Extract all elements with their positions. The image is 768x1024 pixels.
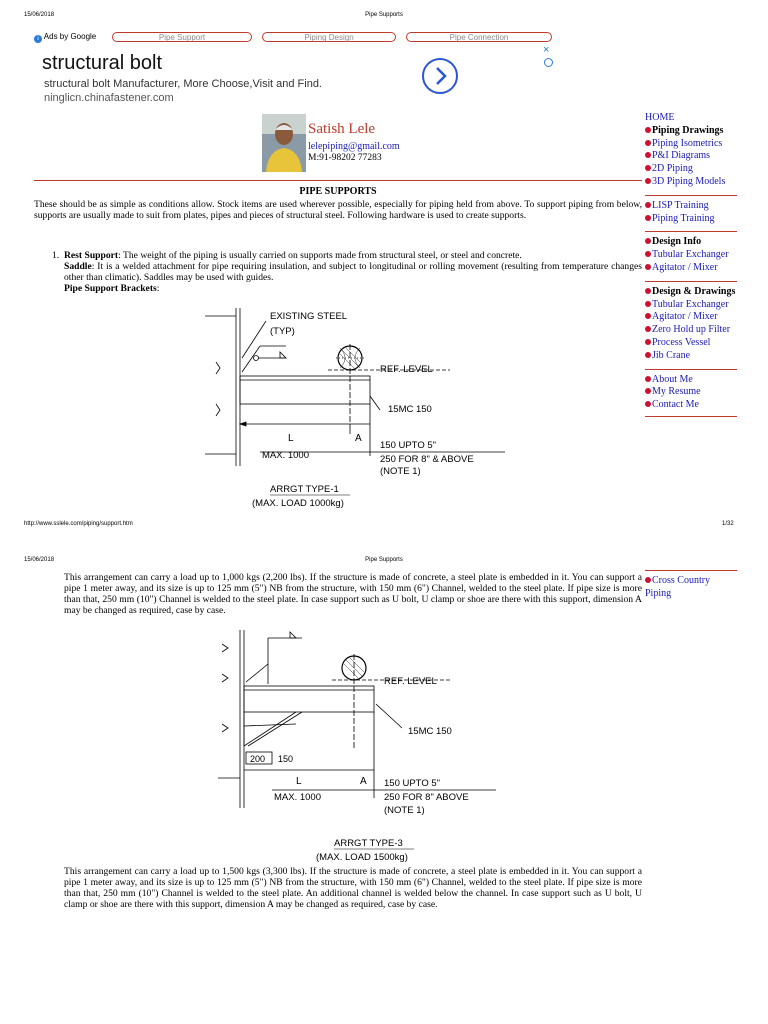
nav-contact-me[interactable]: Contact Me: [652, 399, 699, 411]
nav-divider: [645, 416, 737, 417]
page1-header-title: Pipe Supports: [365, 12, 403, 18]
nav-pid-diagrams[interactable]: P&I Diagrams: [652, 150, 711, 162]
saddle-label: Saddle: [64, 261, 92, 272]
type3-description: This arrangement can carry a load up to 1,500 kgs (3,300 lbs). If the structure is made of concrete, a steel plate is embedded in it. You can support a pipe 1 meter away, and its size is up to 125 mm (5") NB from the structure, with 150 mm (6") Channel, welded to the steel plate. If pipe size is more than that, 250 mm (10") Channel is welded to the steel plate. An additional channel is welded below the channel. In case support such as U bolt, U clamp or shoe are there with this support, dimension A may be changed as required, case by case.: [64, 866, 642, 910]
bullet-icon: [645, 401, 651, 407]
label-dim-l-2: L: [296, 776, 302, 787]
ad-description: structural bolt Manufacturer, More Choose,Visit and Find.: [44, 78, 322, 90]
ad-pill-piping-design[interactable]: Piping Design: [262, 32, 396, 42]
caption-max-load-1000: (MAX. LOAD 1000kg): [252, 498, 344, 509]
type1-description: This arrangement can carry a load up to 1,000 kgs (2,200 lbs). If the structure is made of concrete, a steel plate is embedded in it. You can support a pipe 1 meter away, and its size is up to 125 mm (5") NB from the structure, with 150 mm (6") Channel, welded to the steel plate. If pipe size is more than that, 250 mm (10") Channel is welded to the steel plate. In case support such as U bolt, U clamp or shoe are there with this support, dimension A may be changed as required, case by case.: [64, 572, 642, 616]
arrgt-type-3-drawing: [216, 628, 506, 864]
info-icon: i: [34, 35, 42, 43]
bullet-icon: [645, 301, 651, 307]
author-name: Satish Lele: [308, 121, 376, 137]
bullet-icon: [645, 140, 651, 146]
nav-divider: [645, 195, 737, 196]
nav-my-resume[interactable]: My Resume: [652, 386, 701, 398]
author-email[interactable]: lelepiping@gmail.com: [308, 141, 400, 152]
bullet-icon: [645, 215, 651, 221]
page1-footer-page: 1/32: [722, 521, 734, 527]
ad-pill-pipe-support[interactable]: Pipe Support: [112, 32, 252, 42]
nav-zero-hold-filter[interactable]: Zero Hold up Filter: [652, 324, 731, 336]
label-ref-level: REF. LEVEL: [380, 364, 433, 375]
nav-tubular-exchanger[interactable]: Tubular Exchanger: [652, 249, 729, 261]
caption-arrgt-type-1: ARRGT TYPE-1: [270, 484, 339, 495]
ad-arrow-button[interactable]: [422, 58, 458, 94]
label-150: 150: [278, 754, 294, 764]
page1-footer-url[interactable]: http://www.sslele.com/piping/support.htm: [24, 521, 133, 527]
nav-design-info[interactable]: Design Info: [652, 236, 702, 248]
label-max-1000-2: MAX. 1000: [274, 792, 321, 803]
ad-close-icon[interactable]: ×: [543, 44, 550, 56]
bullet-icon: [645, 577, 651, 583]
nav-agitator-mixer[interactable]: Agitator / Mixer: [652, 261, 718, 273]
bullet-icon: [645, 251, 651, 257]
content-divider: [34, 180, 642, 181]
nav-cross-country-piping[interactable]: Cross Country Piping: [645, 575, 711, 599]
label-dim-a-2: A: [360, 776, 367, 787]
ad-domain[interactable]: ninglicn.chinafastener.com: [44, 92, 174, 104]
bullet-icon: [645, 352, 651, 358]
label-typ: (TYP): [270, 326, 295, 337]
ads-by-google[interactable]: i Ads by Google: [34, 32, 96, 43]
label-upto-5-2: 150 UPTO 5": [384, 778, 441, 789]
nav-piping-isometrics[interactable]: Piping Isometrics: [652, 137, 723, 149]
bullet-icon: [645, 238, 651, 244]
nav-divider: [645, 369, 737, 370]
bullet-icon: [645, 152, 651, 158]
ad-pill-pipe-connection[interactable]: Pipe Connection: [406, 32, 552, 42]
ad-choices-icon[interactable]: [544, 58, 553, 67]
label-max-1000: MAX. 1000: [262, 450, 309, 461]
saddle-text: : It is a welded attachment for pipe requiring insulation, and subject to longitudinal or rolling movement (resulting from temperature changes other than climatic). Saddles may be used with guides.: [64, 261, 642, 283]
label-8-above: 250 FOR 8" & ABOVE: [380, 454, 474, 465]
bullet-icon: [645, 127, 651, 133]
rest-support-text: : The weight of the piping is usually carried on supports made from structural steel, or steel and concrete.: [118, 250, 522, 261]
list-number: 1.: [52, 250, 60, 261]
nav-divider: [645, 281, 737, 282]
label-note-1: (NOTE 1): [380, 466, 421, 477]
sidebar-nav: [645, 112, 737, 417]
nav-2d-piping[interactable]: 2D Piping: [652, 163, 693, 175]
nav-dd-agitator-mixer[interactable]: Agitator / Mixer: [652, 311, 718, 323]
nav-dd-tubular-exchanger[interactable]: Tubular Exchanger: [652, 298, 729, 310]
nav-piping-training[interactable]: Piping Training: [652, 212, 715, 224]
ad-title[interactable]: structural bolt: [42, 52, 163, 74]
bullet-icon: [645, 288, 651, 294]
nav-lisp-training[interactable]: LISP Training: [652, 199, 709, 211]
bullet-icon: [645, 202, 651, 208]
nav-about-me[interactable]: About Me: [652, 373, 693, 385]
bullet-icon: [645, 165, 651, 171]
label-existing-steel: EXISTING STEEL: [270, 311, 348, 322]
caption-max-load-1500: (MAX. LOAD 1500kg): [316, 852, 408, 863]
nav-3d-piping-models[interactable]: 3D Piping Models: [652, 175, 726, 187]
bullet-icon: [645, 178, 651, 184]
rest-support-paragraph: Rest Support: The weight of the piping is usually carried on supports made from structural steel, or steel and concrete. Saddle: It is a welded attachment for pipe requiring insulation, and subject to longitudinal or rolling movement (resulting from temperature changes other than climatic). Saddles may be used with guides. Pipe Support Brackets:: [64, 250, 642, 294]
label-dim-l: L: [288, 433, 294, 444]
ad-card[interactable]: [34, 46, 556, 110]
bullet-icon: [645, 339, 651, 345]
author-phone: M:91-98202 77283: [308, 153, 382, 163]
bullet-icon: [645, 376, 651, 382]
page-title: PIPE SUPPORTS: [299, 186, 377, 197]
label-200: 200: [250, 754, 266, 764]
bullet-icon: [645, 388, 651, 394]
arrgt-type-1-drawing: [200, 306, 520, 512]
caption-arrgt-type-3: ARRGT TYPE-3: [334, 838, 403, 849]
nav-process-vessel[interactable]: Process Vessel: [652, 336, 711, 348]
label-member-2: 15MC 150: [408, 726, 452, 737]
bullet-icon: [645, 264, 651, 270]
sidebar-nav-page2: [645, 570, 737, 601]
label-ref-level-2: REF. LEVEL: [384, 676, 437, 687]
intro-paragraph: These should be as simple as conditions allow. Stock items are used wherever possible, especially for piping held from above. To support piping from below, supports are usually made to suit from plates, pipes and pieces of structural steel. Following hardware is used to create supports.: [34, 199, 642, 221]
bullet-icon: [645, 313, 651, 319]
label-member: 15MC 150: [388, 404, 432, 415]
label-upto-5: 150 UPTO 5": [380, 440, 437, 451]
nav-home[interactable]: HOME: [645, 112, 675, 123]
rest-support-label: Rest Support: [64, 250, 119, 261]
page2-header-title: Pipe Supports: [365, 557, 403, 563]
page2-header-date: 15/06/2018: [24, 557, 55, 563]
nav-divider: [645, 231, 737, 232]
brackets-label: Pipe Support Brackets: [64, 283, 157, 294]
nav-piping-drawings[interactable]: Piping Drawings: [652, 124, 724, 136]
nav-divider: [645, 570, 737, 571]
nav-jib-crane[interactable]: Jib Crane: [652, 349, 691, 361]
label-note-1-2: (NOTE 1): [384, 805, 425, 816]
label-dim-a: A: [355, 433, 362, 444]
nav-design-drawings[interactable]: Design & Drawings: [652, 285, 736, 297]
page1-header-date: 15/06/2018: [24, 12, 55, 18]
bullet-icon: [645, 326, 651, 332]
label-8-above-2: 250 FOR 8" ABOVE: [384, 792, 469, 803]
author-photo: [262, 114, 306, 172]
chevron-right-icon: [424, 60, 456, 92]
